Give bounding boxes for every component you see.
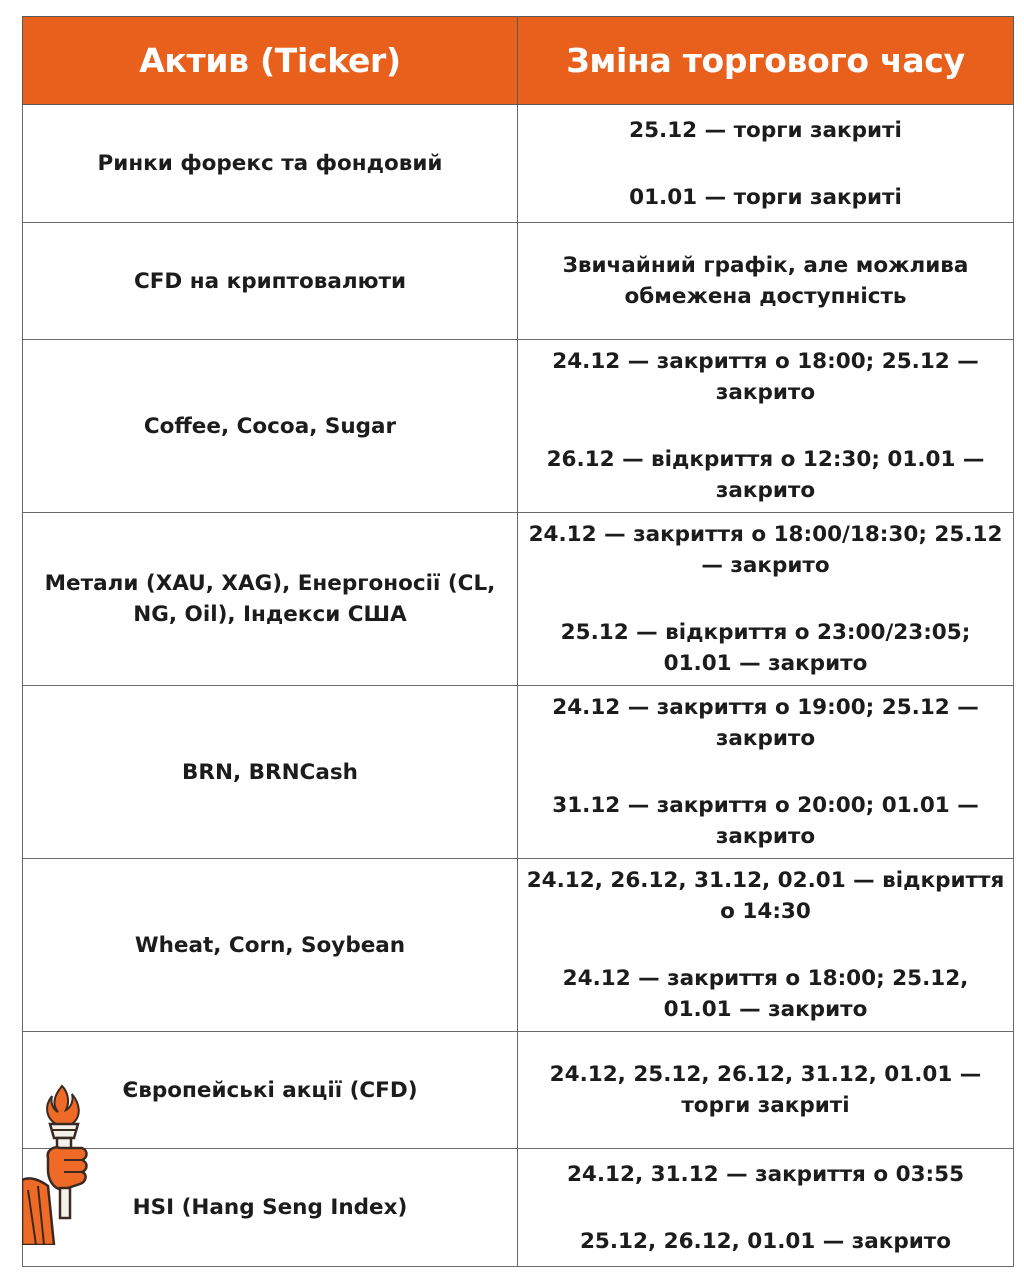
change-line: Звичайний графік, але можлива обмежена доступність	[562, 253, 969, 309]
change-cell	[518, 340, 1014, 513]
asset-cell: CFD на криптовалюти	[23, 223, 518, 340]
change-cell	[518, 513, 1014, 686]
change-line: 24.12, 25.12, 26.12, 31.12, 01.01 — торги закриті	[549, 1062, 982, 1118]
change-line: 25.12, 26.12, 01.01 — закрито	[579, 1228, 952, 1254]
change-line: 26.12 — відкриття о 12:30; 01.01 — закрито	[546, 447, 985, 503]
header-asset: Актив (Ticker)	[23, 17, 518, 105]
change-line: 24.12 — закриття о 18:00; 25.12, 01.01 — закрито	[562, 966, 969, 1022]
asset-cell: BRN, BRNCash	[23, 686, 518, 859]
header-change: Зміна торгового часу	[518, 17, 1014, 105]
asset-cell: Coffee, Cocoa, Sugar	[23, 340, 518, 513]
change-cell	[518, 686, 1014, 859]
change-line: 01.01 — торги закриті	[629, 184, 902, 210]
change-cell	[518, 1032, 1014, 1149]
asset-cell: Wheat, Corn, Soybean	[23, 859, 518, 1032]
change-line: 25.12 — торги закриті	[629, 117, 902, 143]
trading-schedule-table	[22, 16, 1014, 1267]
torch-icon	[22, 1080, 104, 1245]
change-line: 25.12 — відкриття о 23:00/23:05; 01.01 — закрито	[560, 620, 971, 676]
change-line: 31.12 — закриття о 20:00; 01.01 — закрито	[552, 793, 979, 849]
asset-cell: Європейські акції (CFD)	[23, 1032, 518, 1149]
table-header-row	[23, 17, 1014, 105]
table-row	[23, 223, 1014, 340]
table-row	[23, 859, 1014, 1032]
table-row	[23, 1032, 1014, 1149]
asset-cell: Ринки форекс та фондовий	[23, 105, 518, 223]
asset-cell: HSI (Hang Seng Index)	[23, 1149, 518, 1267]
table-row	[23, 686, 1014, 859]
change-cell	[518, 105, 1014, 223]
change-line: 24.12 — закриття о 18:00/18:30; 25.12 — закрито	[528, 522, 1003, 578]
change-cell	[518, 859, 1014, 1032]
asset-cell: Метали (XAU, XAG), Енергоносії (CL, NG, Oil), Індекси США	[23, 513, 518, 686]
table-row	[23, 105, 1014, 223]
change-cell	[518, 1149, 1014, 1267]
table-row	[23, 340, 1014, 513]
change-line: 24.12 — закриття о 18:00; 25.12 — закрито	[552, 349, 979, 405]
change-line: 24.12, 26.12, 31.12, 02.01 — відкриття о 14:30	[526, 868, 1005, 924]
table-row	[23, 1149, 1014, 1267]
change-line: 24.12, 31.12 — закриття о 03:55	[566, 1161, 965, 1187]
change-line: 24.12 — закриття о 19:00; 25.12 — закрито	[552, 695, 979, 751]
change-cell	[518, 223, 1014, 340]
table-row	[23, 513, 1014, 686]
